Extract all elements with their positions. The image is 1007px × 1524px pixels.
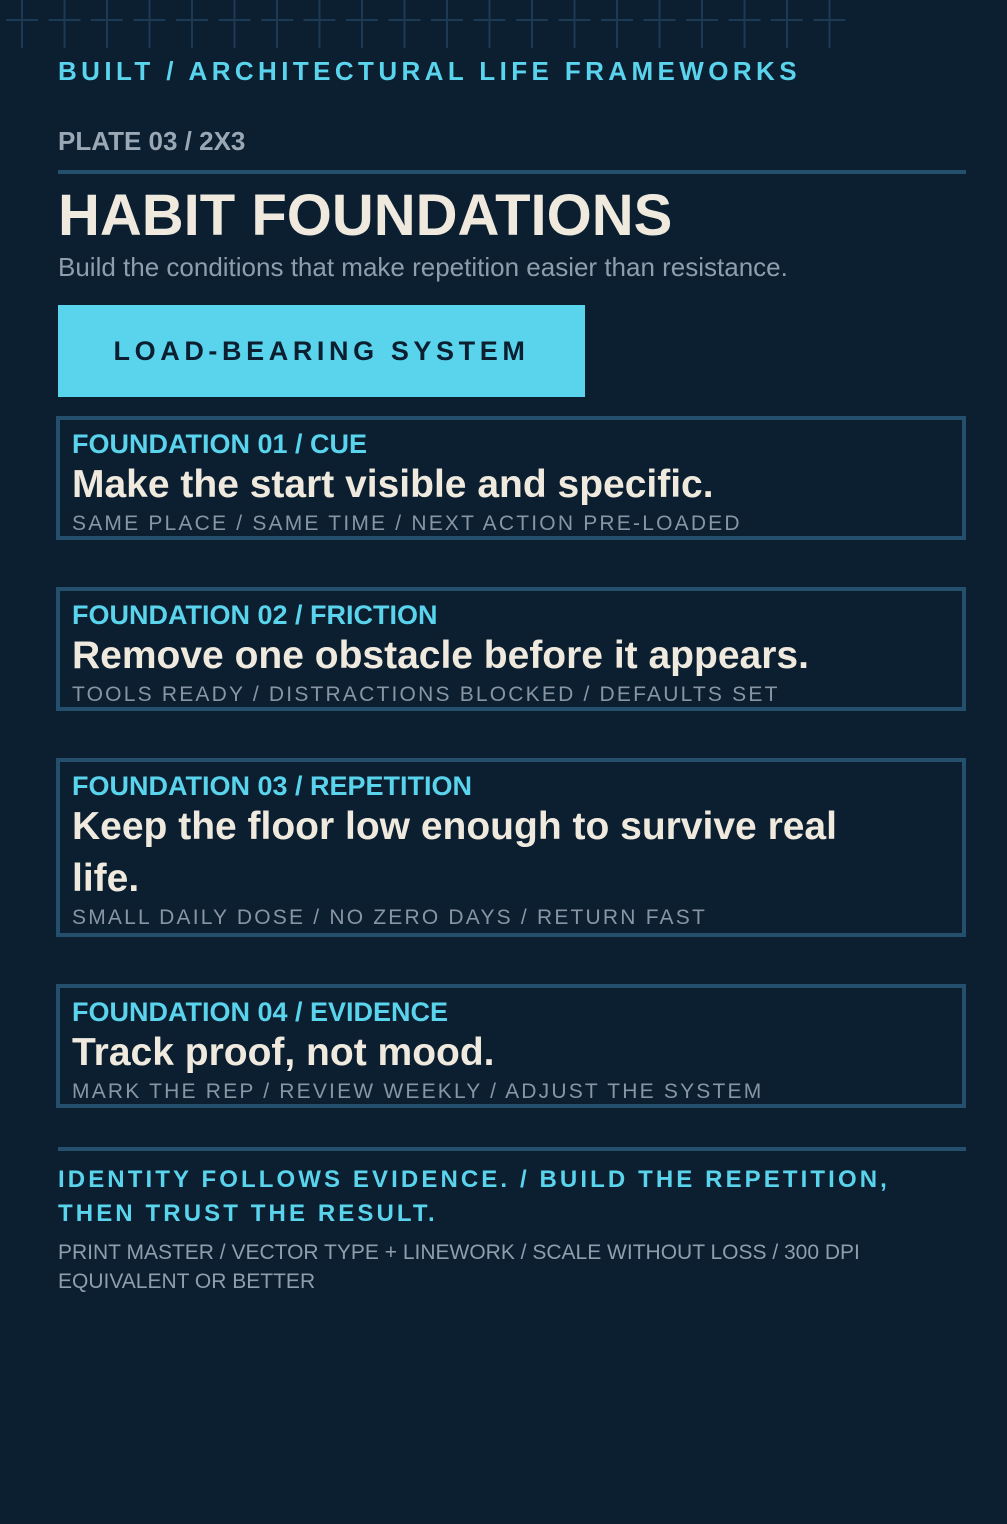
foundation-card-evidence [56,984,966,1108]
foundation-card-friction [56,587,966,711]
foundation-label: FOUNDATION 04 / EVIDENCE [72,997,449,1027]
foundation-card-cue [56,416,966,540]
page-title: HABIT FOUNDATIONS [58,183,673,248]
foundation-statement: Keep the floor low enough to survive real life. [72,805,837,900]
footer-divider [58,1147,966,1151]
foundation-label: FOUNDATION 01 / CUE [72,429,368,459]
foundation-statement: Make the start visible and specific. [72,463,714,506]
closing-statement: IDENTITY FOLLOWS EVIDENCE. / BUILD THE REPETITION, THEN TRUST THE RESULT. [58,1166,890,1227]
header-divider [58,170,966,174]
foundation-tactics: SAME PLACE / SAME TIME / NEXT ACTION PRE-LOADED [72,512,742,535]
series-title: BUILT / ARCHITECTURAL LIFE FRAMEWORKS [58,56,801,86]
system-badge-label: LOAD-BEARING SYSTEM [113,335,530,366]
plate-label: PLATE 03 / 2X3 [58,126,246,156]
foundation-card-repetition [56,758,966,937]
page-subtitle: Build the conditions that make repetition easier than resistance. [58,252,788,282]
system-badge [58,305,585,397]
foundation-label: FOUNDATION 02 / FRICTION [72,600,438,630]
foundation-tactics: SMALL DAILY DOSE / NO ZERO DAYS / RETURN FAST [72,906,708,929]
foundation-tactics: TOOLS READY / DISTRACTIONS BLOCKED / DEFAULTS SET [72,683,780,706]
foundation-statement: Remove one obstacle before it appears. [72,634,809,677]
foundation-statement: Track proof, not mood. [72,1031,495,1074]
print-spec-note: PRINT MASTER / VECTOR TYPE + LINEWORK / SCALE WITHOUT LOSS / 300 DPI EQUIVALENT OR BETTER [58,1241,860,1293]
foundation-tactics: MARK THE REP / REVIEW WEEKLY / ADJUST THE SYSTEM [72,1080,764,1103]
blueprint-grid-marks [0,0,1007,60]
foundation-label: FOUNDATION 03 / REPETITION [72,771,473,801]
